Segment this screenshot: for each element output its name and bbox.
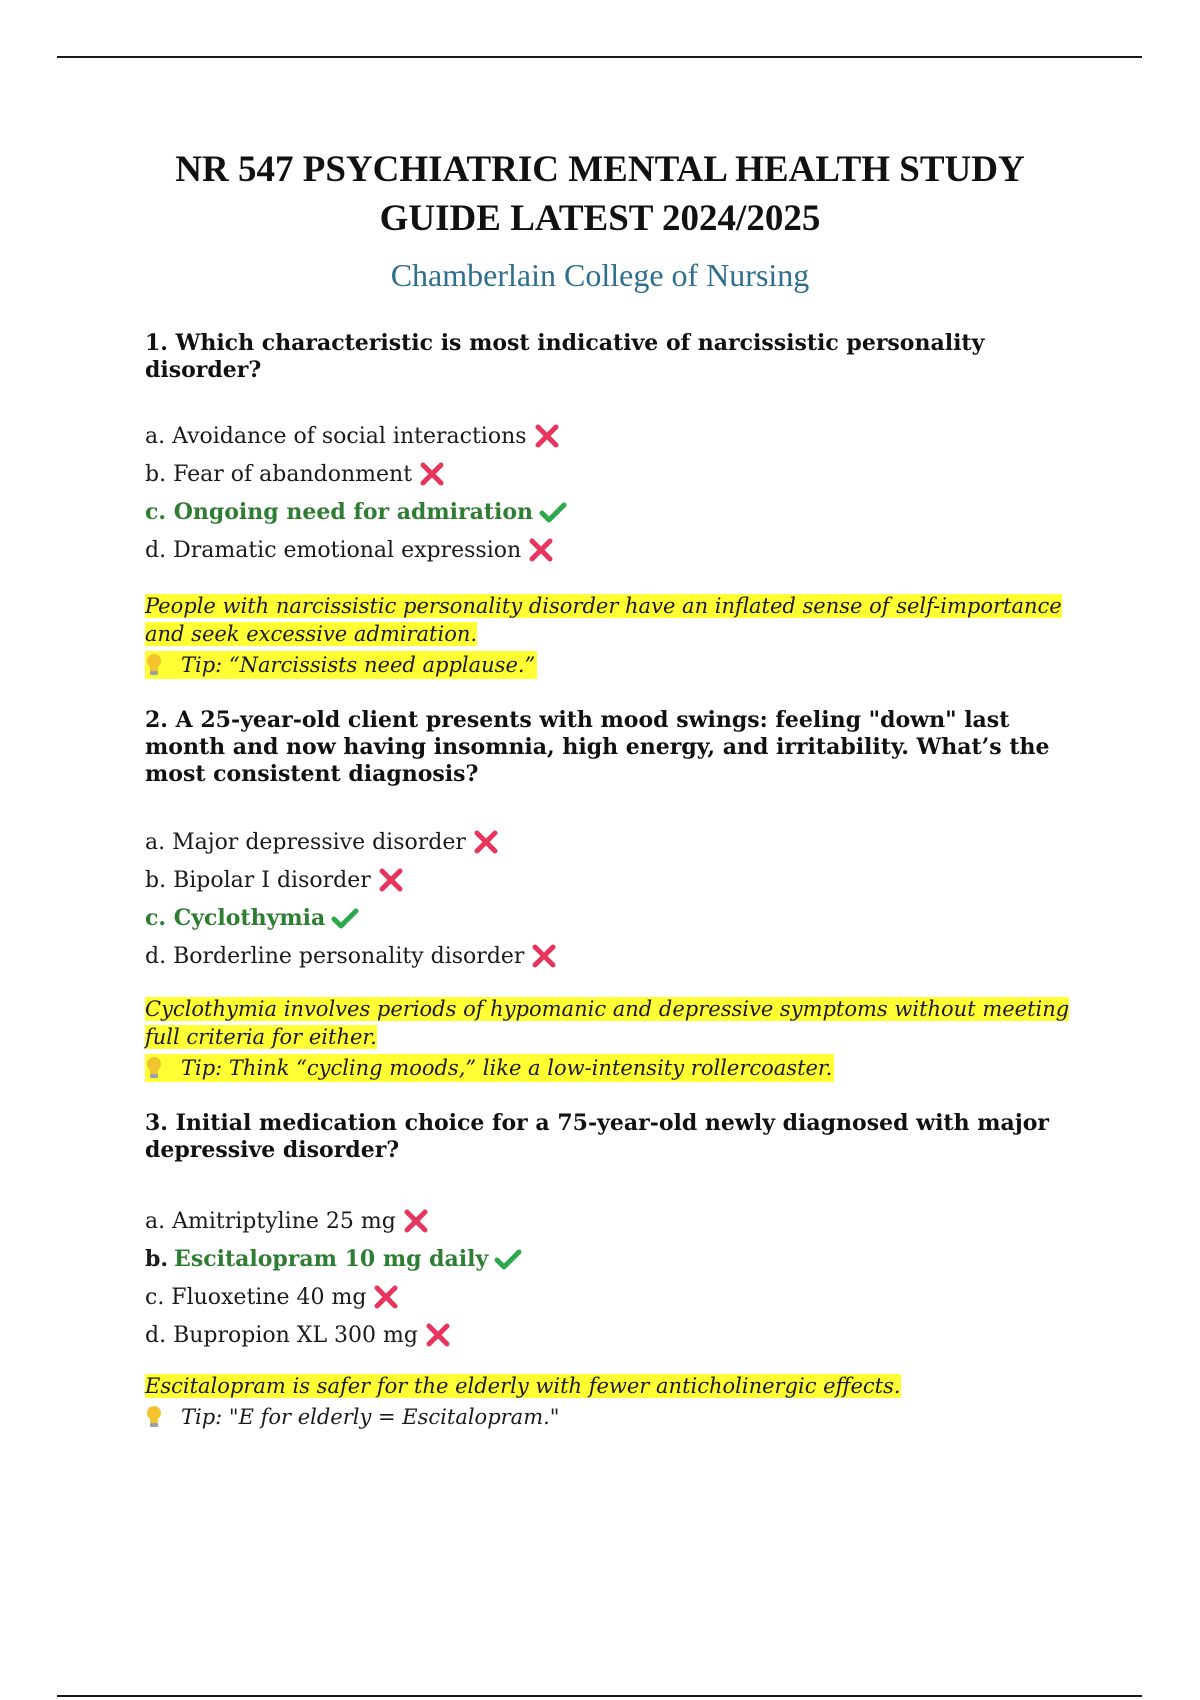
question-3-text: 3. Initial medication choice for a 75-year-old newly diagnosed with major depressive disorder? <box>145 1110 1049 1163</box>
option-label: c. Ongoing need for admiration <box>145 499 534 525</box>
title-line-2: GUIDE LATEST 2024/2025 <box>379 198 821 239</box>
option-label: a. Avoidance of social interactions <box>145 423 527 449</box>
option-2d <box>145 937 1045 975</box>
explanation-text: Escitalopram is safer for the elderly with fewer anticholinergic effects. <box>145 1374 901 1398</box>
lightbulb-icon <box>145 1056 167 1080</box>
option-3a <box>145 1202 1045 1240</box>
option-label: d. Bupropion XL 300 mg <box>145 1322 418 1348</box>
check-mark-icon <box>494 1247 522 1271</box>
explanation-text: People with narcissistic personality disorder have an inflated sense of self-importance and seek excessive admiration. <box>145 594 1062 646</box>
option-label: b. Bipolar I disorder <box>145 867 371 893</box>
option-1c-correct <box>145 493 1045 531</box>
cross-mark-icon <box>533 422 561 450</box>
check-mark-icon <box>331 906 359 930</box>
tip-text: Tip: Think “cycling moods,” like a low-intensity rollercoaster. <box>181 1056 833 1080</box>
question-2-text: 2. A 25-year-old client presents with mood swings: feeling "down" last month and now having insomnia, high energy, and irritability. What’s the most consistent diagnosis? <box>145 707 1050 787</box>
option-2b <box>145 861 1045 899</box>
option-label: c. Cyclothymia <box>145 905 326 931</box>
option-2a <box>145 823 1045 861</box>
option-1d <box>145 531 1045 569</box>
lightbulb-icon <box>145 653 167 677</box>
question-1-text: 1. Which characteristic is most indicative of narcissistic personality disorder? <box>145 330 985 383</box>
document-title <box>100 145 1100 243</box>
cross-mark-icon <box>418 460 446 488</box>
option-1b <box>145 455 1045 493</box>
cross-mark-icon <box>424 1321 452 1349</box>
tip-text: Tip: “Narcissists need applause.” <box>181 653 536 677</box>
tip-line <box>145 651 537 679</box>
title-line-1: NR 547 PSYCHIATRIC MENTAL HEALTH STUDY <box>175 149 1025 190</box>
cross-mark-icon <box>402 1207 430 1235</box>
option-3c <box>145 1278 1045 1316</box>
top-divider <box>57 56 1142 58</box>
option-3d <box>145 1316 1045 1354</box>
cross-mark-icon <box>527 536 555 564</box>
option-3b-correct <box>145 1240 1045 1278</box>
option-letter: b. <box>145 1246 169 1272</box>
cross-mark-icon <box>472 828 500 856</box>
question-2-options <box>145 823 1045 975</box>
option-label: d. Borderline personality disorder <box>145 943 525 969</box>
option-2c-correct <box>145 899 1045 937</box>
option-label: Escitalopram 10 mg daily <box>174 1246 489 1272</box>
option-label: a. Amitriptyline 25 mg <box>145 1208 396 1234</box>
tip-line <box>145 1054 834 1082</box>
cross-mark-icon <box>377 866 405 894</box>
explanation-text: Cyclothymia involves periods of hypomanic and depressive symptoms without meeting full criteria for either. <box>145 997 1070 1049</box>
option-label: b. Fear of abandonment <box>145 461 413 487</box>
option-label: c. Fluoxetine 40 mg <box>145 1284 367 1310</box>
question-3-options <box>145 1202 1045 1354</box>
question-3-explanation <box>145 1372 1105 1436</box>
institution-subtitle: Chamberlain College of Nursing <box>390 257 810 293</box>
question-2-explanation <box>145 995 1105 1087</box>
question-1-explanation <box>145 592 1105 684</box>
tip-text: Tip: "E for elderly = Escitalopram." <box>181 1405 560 1429</box>
option-label: d. Dramatic emotional expression <box>145 537 522 563</box>
option-1a <box>145 417 1045 455</box>
option-label: a. Major depressive disorder <box>145 829 466 855</box>
question-1-options <box>145 417 1045 569</box>
tip-line <box>145 1403 559 1431</box>
lightbulb-icon <box>145 1405 167 1429</box>
bottom-divider <box>57 1695 1142 1697</box>
cross-mark-icon <box>530 942 558 970</box>
cross-mark-icon <box>372 1283 400 1311</box>
check-mark-icon <box>539 500 567 524</box>
